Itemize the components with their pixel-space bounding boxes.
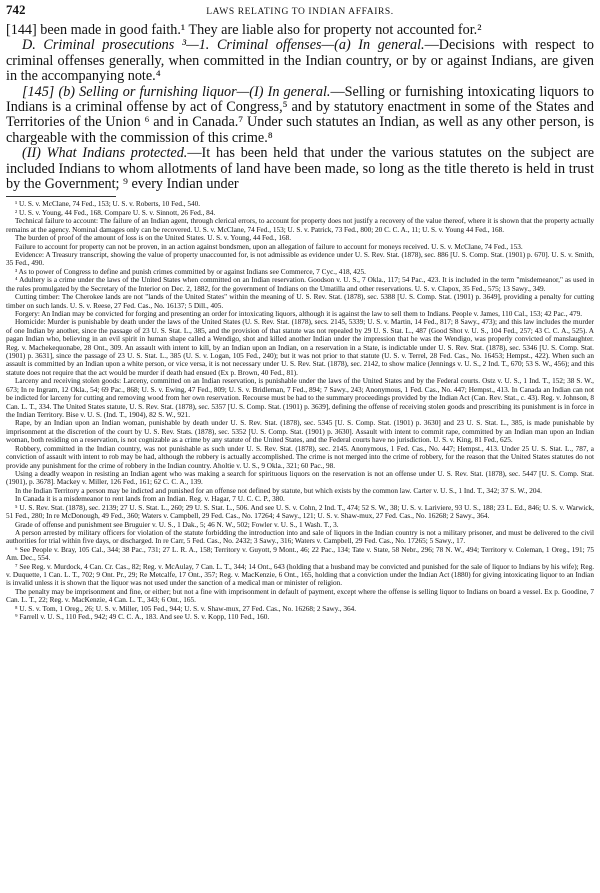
footnote: Using a deadly weapon in resisting an Indian agent who was making a search for spirituous liquors on the reservation is not an offense under U. S. Rev. Stat. (1878), sec. 5447 [U. S. Comp. Stat. (1901), p. 3678]. Mackey v. Miller, 126 Fed., 161; 62 C. C. A., 139.	[6, 469, 594, 487]
footnote: Forgery: An Indian may be convicted for forging and presenting an order for intoxicating liquors, although it is against the law to sell them to Indians. People v. James, 110 Cal., 153; 42 Pac., 479.	[15, 309, 583, 318]
footnote: Technical failure to account: The failure of an Indian agent, through clerical errors, to account for property does not justify a recovery of the value thereof, where it is shown that the property actually remains at the agency. Nominal damages only can be recovered. U. S. v. McClane, 74 Fed., 153; U. S. v. Patrick, 73 Fed., 800; 20 C. C. A., 11; U. S. v. Young 44 Fed., 168.	[6, 217, 594, 234]
footnote: Larceny and receiving stolen goods: Larceny, committed on an Indian reservation, is punishable under the laws of the United States and by the Federal courts. Ostz v. U. S., 1 Ind. T., 152; 38 S. W., 673; In re Ingram, 12 Okla., 54; 69 Pac., 868; U. S. v. Ewing, 47 Fed., 809; U. S. v. Bridleman, 7 Fed., 894; 7 Sawy., 243; Anonymous, 1 Fed. Cas., No. 447; Hempst., 413. In Canada an Indian can not be indicted for larceny for cutting and removing wood from her own reservation. Recourse must be had to the summary proceedings provided by the Indian Act (Can. Rev. Stat., c. 43). Reg. v. Johnson, 8 Can. L. T., 334. The United States statute, U. S. Rev. Stat. (1878), sec. 5357 [U. S. Comp. Stat. (1901) p. 3639], defining the offense of receiving stolen goods and prescribing its punishment is in force in the Indian Territory. Bise v. U. S. (Ind. T., 1904), 82 S. W., 921.	[6, 377, 594, 420]
footnote: Cutting timber: The Cherokee lands are not "lands of the United States" within the meaning of U. S. Rev. Stat. (1878), sec. 5388 [U. S. Comp. Stat. (1901) p. 3649], providing a penalty for cutting timber on such lands. U. S. v. Reese, 27 Fed. Cas., No. 16137; 5 Dill., 405.	[6, 293, 594, 310]
footnote: Rape, by an Indian upon an Indian woman, punishable by death under U. S. Rev. Stat. (1878), sec. 5345 [U. S. Comp. Stat. (1901) p. 3630] and 23 U. S. Stat. L., 385, is made punishable by imprisonment at the discretion of the court by U. S. Rev. Stats. (1878), sec. 5352 [U. S. Comp. Stat. (1901) p. 3630]. Assault with intent to commit rape, committed by an Indian man upon an Indian woman, both residing on a reservation, is not cognizable as a crime by any statute of the United States, and the Federal courts have no jurisdiction. U. S. v. King, 81 Fed., 625.	[6, 419, 594, 445]
footnote: ² U. S. v. Young, 44 Fed., 168. Compare U. S. v. Sinnott, 26 Fed., 84.	[15, 208, 216, 217]
page-number: 742	[6, 2, 26, 17]
footnote: ⁹ Farrell v. U. S., 110 Fed., 942; 49 C. C. A., 183. And see U. S. v. Kopp, 110 Fed., 160.	[15, 613, 270, 622]
page	[6, 0, 594, 622]
footnote: ⁵ U. S. Rev. Stat. (1878), sec. 2139; 27 U. S. Stat. L., 260; 29 U. S. Stat. L., 506. And see U. S. v. Cohn, 2 Ind. T., 474; 52 S. W., 38; U. S. v. Lariviere, 93 U. S., 188; 23 L. Ed., 846; U. S. v. Warwick, 51 Fed., 280; In re McDonough, 49 Fed., 360; Waters v. Campbell, 29 Fed. Cas., No. 17264; 4 Sawy., 121; U. S. v. Shaw-mux, 27 Fed. Cas., No. 16268; 2 Sawy., 364.	[6, 503, 594, 521]
running-title: LAWS RELATING TO INDIAN AFFAIRS.	[206, 7, 394, 17]
footnote: ¹ U. S. v. McClane, 74 Fed., 153; U. S. v. Roberts, 10 Fed., 540.	[15, 200, 201, 209]
section-heading: D. Criminal prosecutions ³—1. Criminal offenses—(a) In general.	[22, 37, 425, 54]
main-text	[6, 23, 594, 192]
footnote-divider	[6, 196, 116, 197]
footnote: ⁷ See Reg. v. Murdock, 4 Can. Cr. Cas., 82; Reg. v. McAulay, 7 Can. L. T., 344; 14 Ont., 643 (holding that a husband may be convicted and punished for the sale of liquor to Indians by his wife); Reg. v. Duquette, 1 Can. L. T., 702; 9 Ont. Pr., 29; Re Metcalfe, 17 Ont., 357; Reg. v. MacKenzie, 6 Ont., 165, holding that a conviction under the Indian Act (1880) for giving intoxicating liquor to an Indian is invalid unless it is shown that the liquor was not used under the sanction of a medical man or minister of religion.	[6, 562, 594, 588]
page-header	[6, 2, 594, 19]
paragraph-1: [144] been made in good faith.¹ They are liable also for property not accounted for.²	[6, 22, 482, 38]
section-heading: (II) What Indians protected.	[22, 145, 188, 162]
paragraph-what-indians-protected: (II) What Indians protected.—It has been held that under the various statutes on the subject are included Indians to whom allotments of land have been made, so long as the title thereto is held in trust by the Government; ⁹ every Indian under	[6, 145, 594, 193]
paragraph-criminal-prosecutions: D. Criminal prosecutions ³—1. Criminal offenses—(a) In general.—Decisions with respect to criminal offenses generally, when committed in the Indian country, or by or against Indians, are given in the accompanying note.⁴	[6, 37, 594, 85]
footnote: In Canada it is a misdemeanor to rent lands from an Indian. Reg. v. Hagar, 7 U. C. C. P., 380.	[15, 495, 285, 504]
footnote: ⁸ U. S. v. Tom, 1 Oreg., 26; U. S. v. Miller, 105 Fed., 944; U. S. v. Shaw-mux, 27 Fed. Cas., No. 16268; 2 Sawy., 364.	[15, 604, 357, 613]
footnotes	[6, 200, 594, 621]
footnote: Failure to account for property can not be proven, in an action against bondsmen, upon an allegation of failure to account for moneys received. U. S. v. McClane, 74 Fed., 153.	[15, 242, 523, 251]
footnote: Homicide: Murder is punishable by death under the laws of the United States (U. S. Rev. Stat. (1878), secs. 2145, 5339; U. S. v. Martin, 14 Fed., 817; 8 Sawy., 473); and this law includes the murder of one Indian by another, since the passage of 23 U. S. Stat. L., 385, and the provision of that statute was not repealed by 29 U. S. Stat. L., 487 (Good Shot v. U. S., 104 Fed., 257; 43 C. C. A., 525). A pagan Indian who, believing in an evil spirit in human shape called a Wendigo, shot and killed another Indian under the impression that he was the Wendigo, was properly convicted of manslaughter. Reg. v. Machekequonabe, 28 Ont., 309. An assault with intent to kill, by an Indian upon an Indian, on a reservation in a State, is indictable under U. S. Rev. Stat. (1878), sec. 5346 [U. S. Comp. Stat. (1901) p. 3631], since the passage of 23 U. S. Stat. L., 385 (U. S. v. Logan, 105 Fed., 240); but it was not prior to that statute (U. S. v. Terrel, 28 Fed. Cas., No. 16453; Hempst., 422). When such an assault is committed by an Indian upon a white person, or vice versa, it is not necessary under U. S. Rev. Stat. (1878), sec. 2142, to show malice (Jennings v. U. S., 2 Ind. T., 670; 53 S. W., 456); and this statute does not require that the act would be murder if death had ensued (Ex p. Brown, 40 Fed., 81).	[6, 318, 594, 377]
footnote: Grade of offense and punishment see Bruguier v. U. S., 1 Dak., 5; 46 N. W., 502; Fowler v. U. S., 1 Wash. T., 3.	[15, 520, 339, 529]
footnote: A person arrested by military officers for violation of the statute forbidding the introduction into and sale of liquors in the Indian country is not a military prisoner, and must be delivered to the civil authorities for trial within five days, or discharged. In re Carr, 5 Fed. Cas., No. 2432; 3 Sawy., 316; Waters v. Campbell, 29 Fed. Cas., No. 17265; 5 Sawy., 17.	[6, 528, 594, 546]
footnote: In the Indian Territory a person may be indicted and punished for an offense not defined by statute, but which exists by the common law. Carter v. U. S., 1 Ind. T., 342; 37 S. W., 204.	[15, 486, 542, 495]
footnote: The burden of proof of the amount of loss is on the United States. U. S. v. Young, 44 Fed., 168.	[15, 234, 292, 243]
footnote: ⁶ See People v. Bray, 105 Cal., 344; 38 Pac., 731; 27 L. R. A., 158; Territory v. Guyott, 9 Mont., 46; 22 Pac., 134; Tate v. State, 58 Nebr., 296; 78 N. W., 494; Territory v. Coleman, 1 Oreg., 191; 75 Am. Dec., 554.	[6, 545, 594, 563]
paragraph-selling-liquor: [145] (b) Selling or furnishing liquor—(I) In general.—Selling or furnishing intoxicating liquors to Indians is a criminal offense by act of Congress,⁵ and by statutory enactment in some of the States and Territories of the Union ⁶ and in Canada.⁷ Under such statutes an Indian, as well as any other person, is chargeable with the commission of this crime.⁸	[6, 83, 594, 146]
section-heading: [145] (b) Selling or furnishing liquor—(I) In general.	[22, 83, 331, 100]
footnote: ⁴ Adultery is a crime under the laws of the United States when committed on an Indian reservation. Goodson v. U. S., 7 Okla., 117; 54 Pac., 423. It is included in the term "misdemeanor," as used in the rules promulgated by the Secretary of the Interior on Dec. 2, 1882, for the government of Indians on the Umatilla and other reservations. U. S. v. Clapox, 35 Fed., 575; 13 Sawy., 349.	[6, 276, 594, 293]
footnote: Evidence: A Treasury transcript, showing the value of property unaccounted for, is not admissible as evidence under U. S. Rev. Stat. (1878), sec. 886 [U. S. Comp. Stat. (1901) p. 670]. U. S. v. Smith, 35 Fed., 490.	[6, 251, 594, 268]
footnote: ³ As to power of Congress to define and punish crimes committed by or against Indians see Commerce, 7 Cyc., 418, 425.	[15, 267, 366, 276]
footnote: Robbery, committed in the Indian country, was not punishable as such under U. S. Rev. Stat. (1878), sec. 2145. Anonymous, 1 Fed. Cas., No. 447; Hempst., 413. Under 25 U. S. Stat. L., 787, a conviction of assault with intent to rob may be had, although the robbery is actually accomplished. The crime is not merged into the crime of robbery, for the reason that the United States statutes do not provide any punishment for the crime of robbery in the Indian country. Aholtie v. U. S., 9 Okla., 321; 60 Pac., 98.	[6, 444, 594, 470]
footnote: The penalty may be imprisonment and fine, or either; but not a fine with imprisonment in default of payment, except where the offense is selling liquor to Indians on board a vessel. Ex p. Goodine, 7 Can. L. T., 22; Reg. v. MacKenzie, 4 Can. L. T., 343; 6 Ont., 165.	[6, 587, 594, 605]
